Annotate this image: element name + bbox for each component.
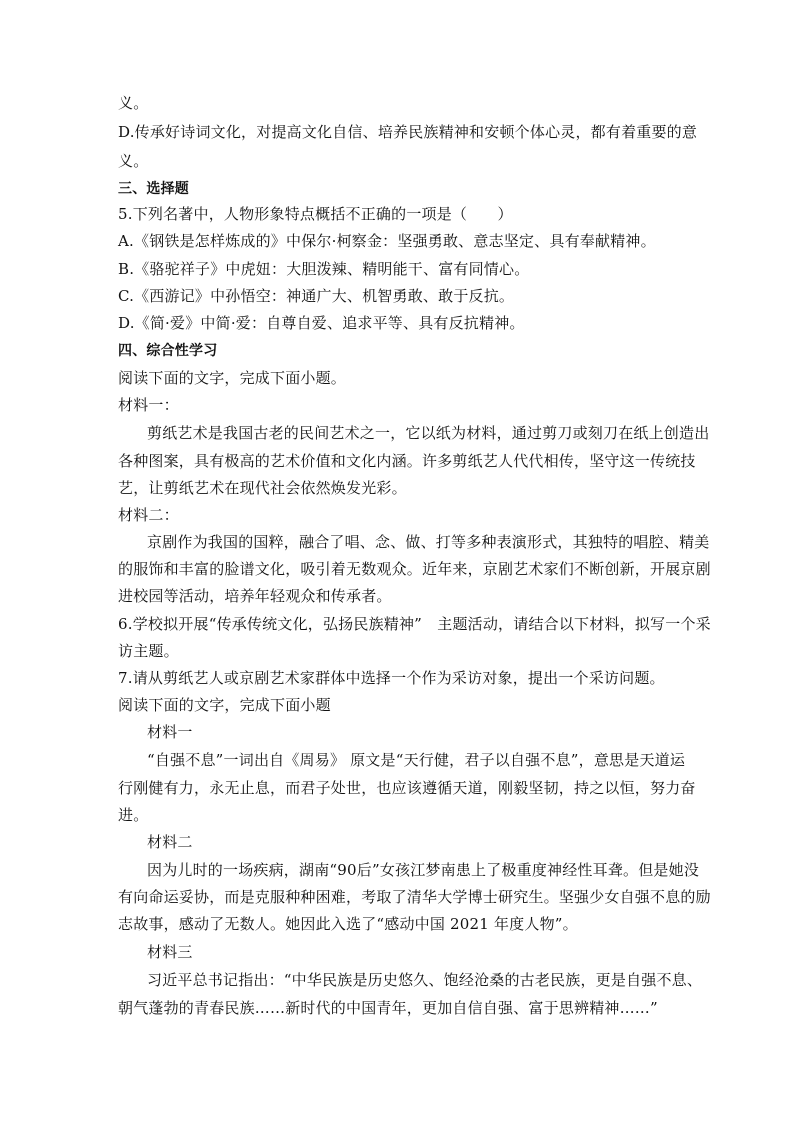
paragraph-line: 京剧作为我国的国粹，融合了唱、念、做、打等多种表演形式，其独特的唱腔、精美 — [147, 533, 710, 551]
paragraph-line: “自强不息”一词出自《周易》 原文是“天行健，君子以自强不息”，意思是天道运 — [147, 751, 686, 769]
material-label: 材料一 — [147, 723, 193, 741]
paragraph-line: 习近平总书记指出：“中华民族是历史悠久、饱经沧桑的古老民族，更是自强不息、 — [147, 971, 703, 989]
paragraph-line: 艺，让剪纸艺术在现代社会依然焕发光彩。 — [118, 479, 407, 497]
paragraph-line: 志故事，感动了无数人。她因此入选了“感动中国 2021 年度人物”。 — [118, 915, 578, 933]
paragraph-line: 朝气蓬勃的青春民族……新时代的中国青年，更加自信自强、富于思辨精神……” — [118, 999, 658, 1017]
question-5: 5.下列名著中，人物形象特点概括不正确的一项是（ ） — [118, 205, 513, 223]
section-heading-choice: 三、选择题 — [118, 181, 189, 197]
paragraph-line: 剪纸艺术是我国古老的民间艺术之一，它以纸为材料，通过剪刀或刻刀在纸上创造出 — [147, 424, 710, 442]
instruction-text: 阅读下面的文字，完成下面小题 — [118, 696, 331, 714]
question-5-option-d: D.《简·爱》中简·爱：自尊自爱、追求平等、具有反抗精神。 — [118, 314, 525, 332]
paragraph-line: 行刚健有力，永无止息，而君子处世，也应该遵循天道，刚毅坚韧，持之以恒，努力奋 — [118, 779, 696, 797]
question-5-option-b: B.《骆驼祥子》中虎妞：大胆泼辣、精明能干、富有同情心。 — [118, 260, 530, 278]
paragraph-line: 进。 — [118, 806, 149, 824]
question-5-option-c: C.《西游记》中孙悟空：神通广大、机智勇敢、敢于反抗。 — [118, 287, 515, 305]
instruction-text: 阅读下面的文字，完成下面小题。 — [118, 369, 347, 387]
material-label: 材料一： — [118, 396, 179, 414]
material-label: 材料二 — [147, 833, 193, 851]
material-label: 材料二： — [118, 506, 179, 524]
question-6-continued: 访主题。 — [118, 642, 179, 660]
material-label: 材料三 — [147, 943, 193, 961]
paragraph-line: 各种图案，具有极高的艺术价值和文化内涵。许多剪纸艺人代代相传，坚守这一传统技 — [118, 452, 696, 470]
question-7: 7.请从剪纸艺人或京剧艺术家群体中选择一个作为采访对象，提出一个采访问题。 — [118, 669, 665, 687]
question-5-option-a: A.《钢铁是怎样炼成的》中保尔·柯察金：坚强勇敢、意志坚定、具有奉献精神。 — [118, 232, 656, 250]
paragraph-line: 进校园等活动，培养年轻观众和传承者。 — [118, 587, 392, 605]
paragraph-line: 因为儿时的一场疾病，湖南“90后”女孩江梦南患上了极重度神经性耳聋。但是她没 — [147, 861, 700, 879]
question-6: 6.学校拟开展“传承传统文化，弘扬民族精神” 主题活动，请结合以下材料，拟写一个采 — [118, 615, 711, 633]
paragraph-line: 的服饰和丰富的脸谱文化，吸引着无数观众。近年来，京剧艺术家们不断创新，开展京剧 — [118, 560, 711, 578]
text-line: 义。 — [118, 94, 149, 112]
option-d-text: D.传承好诗词文化，对提高文化自信、培养民族精神和安顿个体心灵，都有着重要的意 — [118, 123, 698, 141]
text-line: 义。 — [118, 152, 149, 170]
section-heading-comprehensive: 四、综合性学习 — [118, 343, 218, 359]
paragraph-line: 有向命运妥协，而是克服种种困难，考取了清华大学博士研究生。坚强少女自强不息的励 — [118, 888, 711, 906]
